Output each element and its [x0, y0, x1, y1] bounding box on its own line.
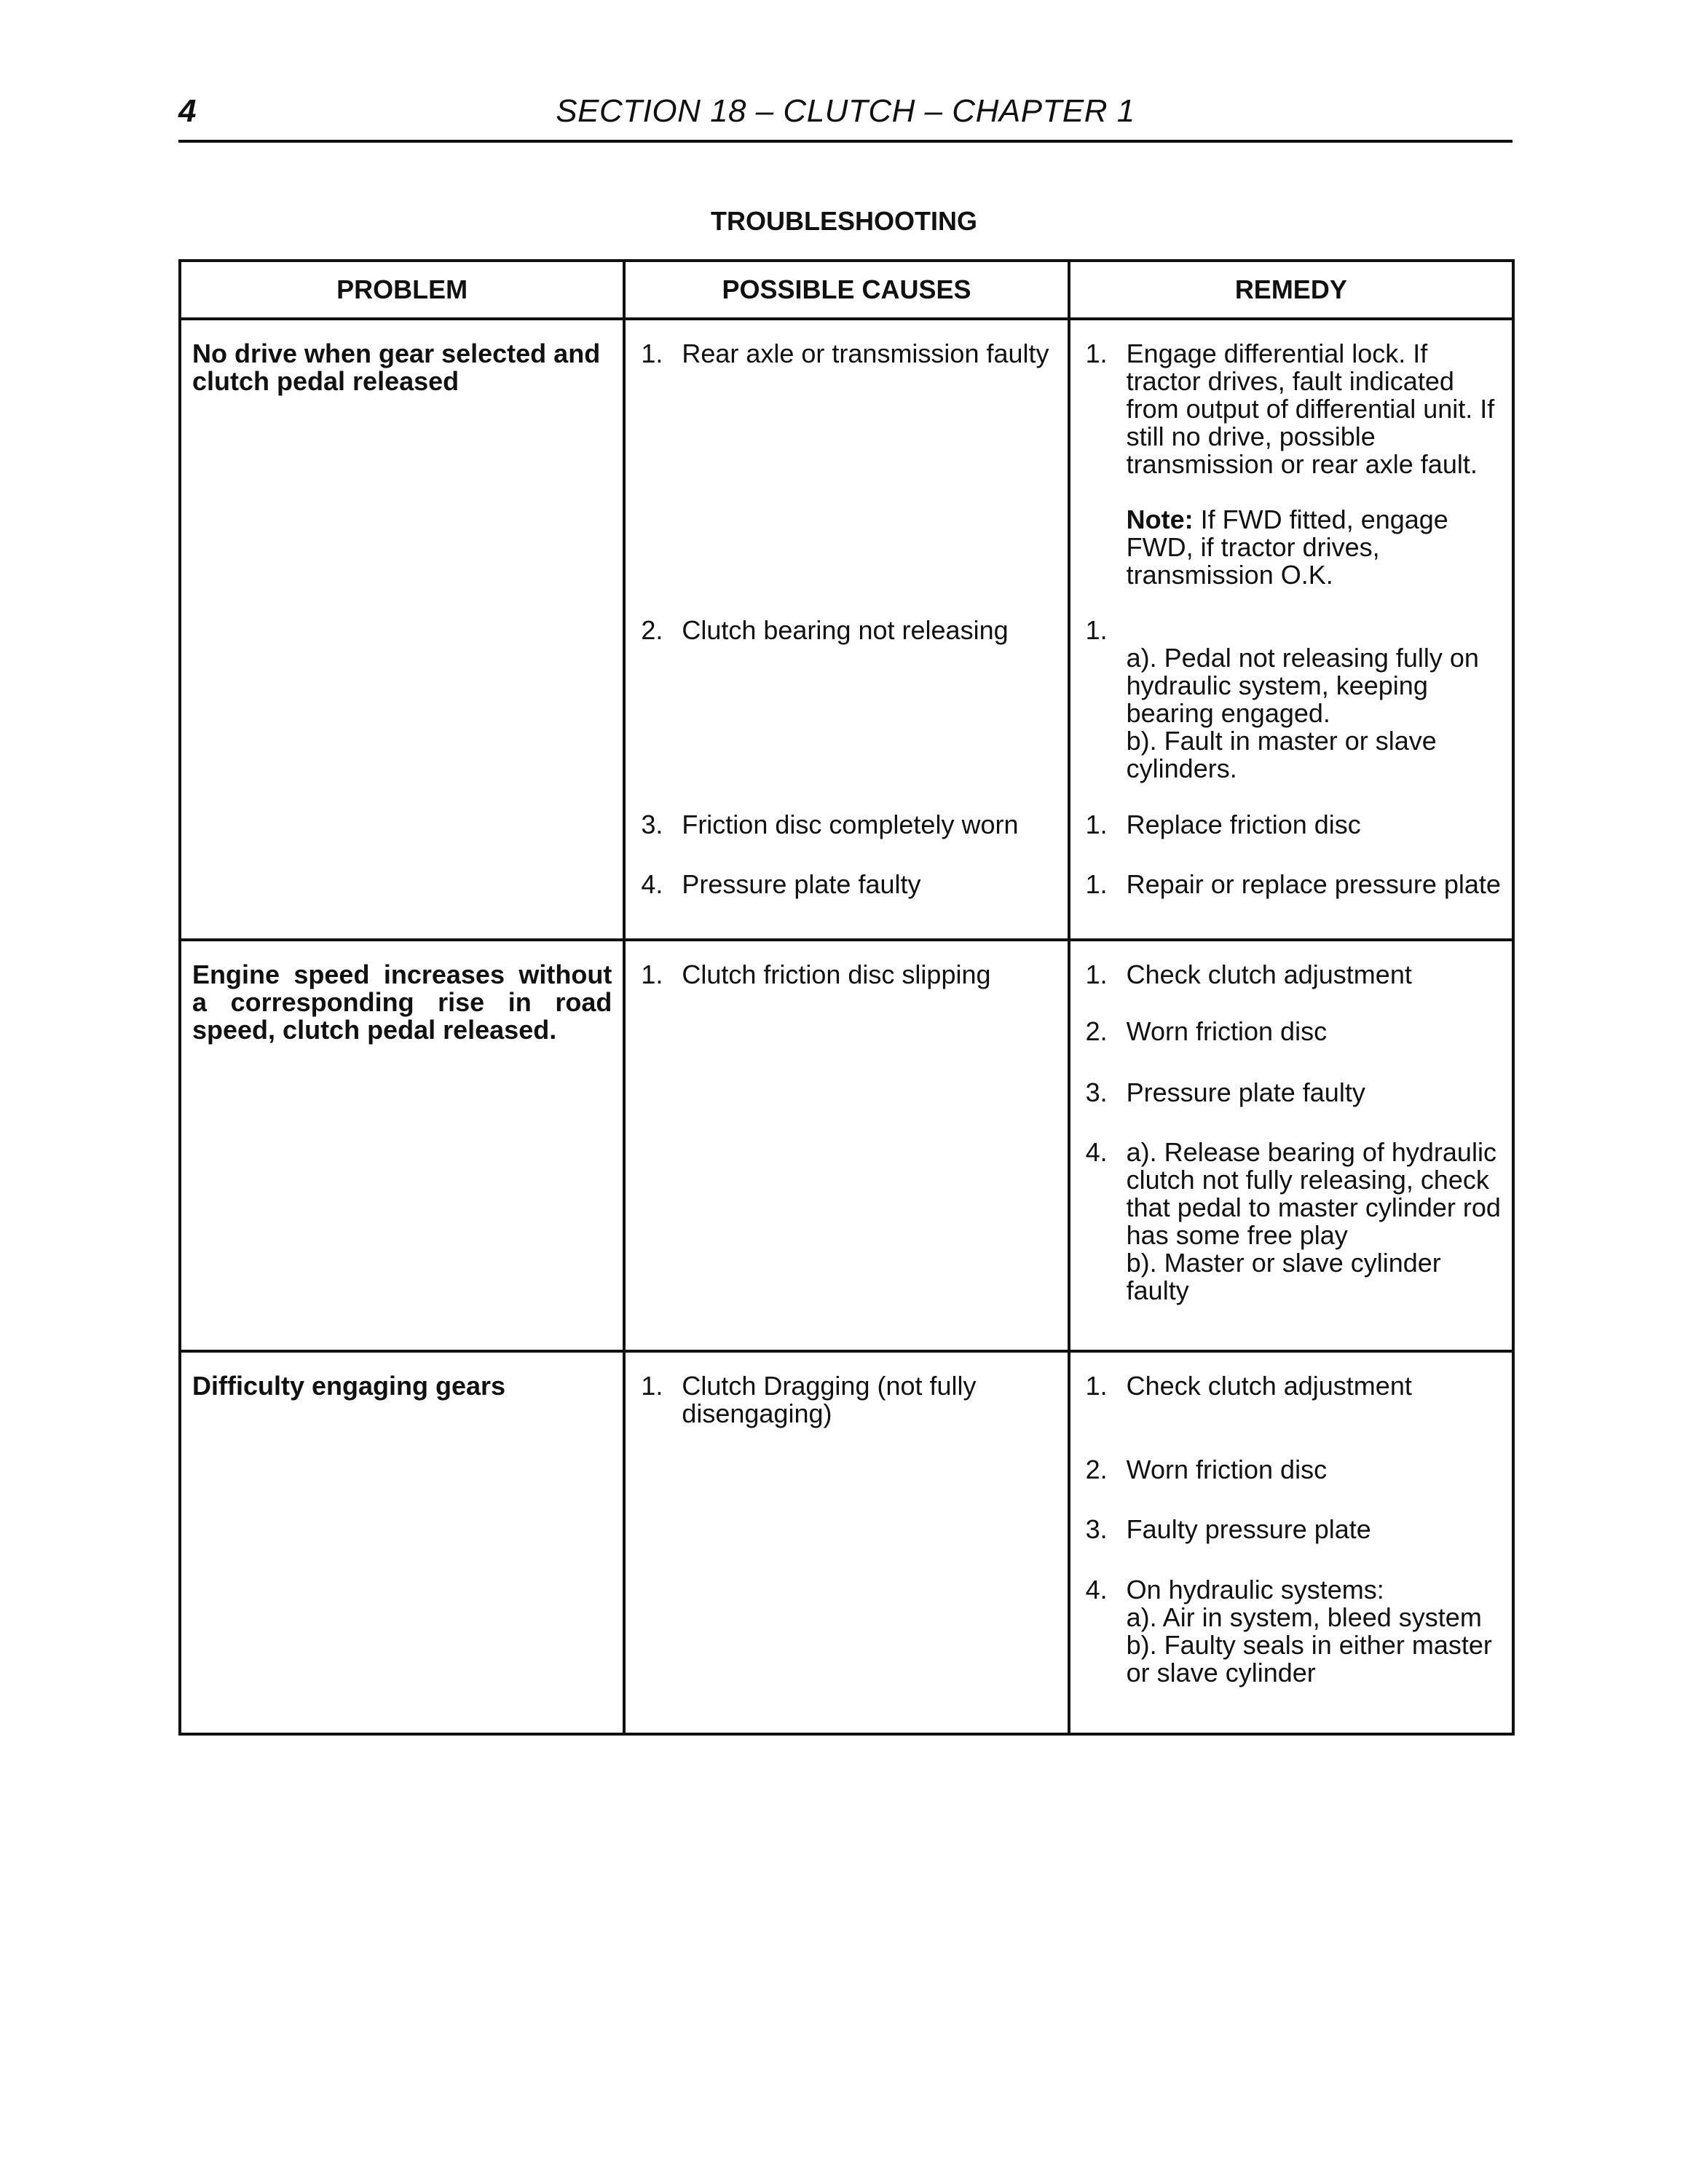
problem-text: No drive when gear selected and clutch pedal released	[192, 339, 601, 396]
remedy-text: Check clutch adjustment	[1126, 960, 1412, 989]
remedy-sub-a: a). Release bearing of hydraulic clutch not fully releasing, check that pedal to master cylinder rod has some free play	[1126, 1137, 1501, 1250]
remedy-item	[1086, 1018, 1501, 1079]
remedy-sub-a: a). Air in system, bleed system	[1126, 1602, 1482, 1632]
remedy-sub-b: b). Master or slave cylinder faulty	[1126, 1248, 1441, 1305]
cause-item	[641, 961, 1056, 989]
remedy-number: 1.	[1085, 869, 1108, 899]
cause-item	[641, 871, 1056, 898]
remedy-cell	[1069, 940, 1513, 1351]
cause-text: Pressure plate faulty	[682, 869, 921, 899]
page-header	[178, 93, 1513, 143]
remedy-number: 3.	[1085, 1077, 1108, 1107]
problem-cell	[180, 940, 624, 1351]
remedy-note	[1127, 506, 1501, 589]
cause-number: 1.	[641, 339, 663, 368]
cause-number: 4.	[641, 869, 663, 899]
remedy-item	[1086, 961, 1501, 1018]
remedy-number: 1.	[1085, 810, 1108, 839]
causes-cell	[624, 1351, 1068, 1734]
causes-cell	[624, 319, 1068, 940]
cause-item	[641, 617, 1056, 811]
remedy-item	[1086, 1139, 1501, 1305]
remedy-item	[1086, 340, 1501, 617]
remedy-sub-b: b). Faulty seals in either master or slave cylinder	[1126, 1630, 1492, 1688]
table-row	[180, 1351, 1513, 1734]
remedy-text: Pressure plate faulty	[1126, 1077, 1365, 1107]
remedy-text: Repair or replace pressure plate	[1126, 869, 1501, 899]
remedy-item	[1086, 1516, 1501, 1576]
cause-text: Clutch friction disc slipping	[682, 960, 991, 989]
cause-item	[641, 1372, 1056, 1428]
remedy-item	[1086, 1576, 1501, 1687]
remedy-number: 2.	[1085, 1016, 1108, 1046]
cause-item	[641, 340, 1056, 617]
remedy-text: Check clutch adjustment	[1126, 1371, 1412, 1401]
cause-text: Clutch Dragging (not fully disengaging)	[682, 1371, 977, 1428]
remedy-cell	[1069, 319, 1513, 940]
remedy-number: 1.	[1085, 1371, 1108, 1401]
causes-cell	[624, 940, 1068, 1351]
remedy-text: Faulty pressure plate	[1126, 1514, 1371, 1544]
table-header-row	[180, 261, 1513, 319]
remedy-number: 4.	[1085, 1137, 1108, 1167]
column-header-remedy: REMEDY	[1069, 261, 1513, 319]
remedy-sub-a: a). Pedal not releasing fully on hydraulic system, keeping bearing engaged.	[1126, 643, 1479, 728]
remedy-cell	[1069, 1351, 1513, 1734]
remedy-item	[1086, 1456, 1501, 1516]
cause-number: 1.	[641, 960, 663, 989]
remedy-item	[1086, 871, 1501, 898]
problem-text: Difficulty engaging gears	[192, 1371, 506, 1401]
column-header-possible-causes: POSSIBLE CAUSES	[624, 261, 1068, 319]
cause-number: 2.	[641, 615, 663, 645]
remedy-item	[1086, 1372, 1501, 1456]
remedy-number: 1.	[1085, 339, 1108, 368]
cause-text: Rear axle or transmission faulty	[682, 339, 1049, 368]
table-row	[180, 940, 1513, 1351]
remedy-item	[1086, 1079, 1501, 1139]
problem-cell	[180, 319, 624, 940]
remedy-item	[1086, 811, 1501, 871]
remedy-number: 1.	[1085, 960, 1108, 989]
cause-number: 3.	[641, 810, 663, 839]
note-text: If FWD fitted, engage FWD, if tractor drives, transmission O.K.	[1126, 505, 1448, 590]
cause-number: 1.	[641, 1371, 663, 1401]
remedy-number: 4.	[1085, 1575, 1108, 1605]
table-row	[180, 319, 1513, 940]
problem-text: Engine speed increases without a corresponding rise in road speed, clutch pedal released.	[192, 960, 612, 1045]
page-title: TROUBLESHOOTING	[711, 206, 977, 236]
remedy-number: 3.	[1085, 1514, 1108, 1544]
remedy-item	[1086, 617, 1501, 811]
column-header-problem: PROBLEM	[180, 261, 624, 319]
page-number: 4	[178, 93, 197, 129]
remedy-text: Replace friction disc	[1126, 810, 1361, 839]
remedy-number: 2.	[1085, 1455, 1108, 1484]
section-title: SECTION 18 – CLUTCH – CHAPTER 1	[556, 93, 1135, 129]
note-label: Note:	[1126, 505, 1194, 534]
problem-cell	[180, 1351, 624, 1734]
troubleshooting-table	[178, 259, 1515, 1736]
cause-item	[641, 811, 1056, 871]
remedy-text: On hydraulic systems:	[1126, 1575, 1384, 1605]
remedy-text: Worn friction disc	[1126, 1016, 1328, 1046]
cause-text: Clutch bearing not releasing	[682, 615, 1009, 645]
remedy-number: 1.	[1085, 615, 1108, 645]
remedy-sub-b: b). Fault in master or slave cylinders.	[1126, 726, 1437, 783]
remedy-text: Engage differential lock. If tractor drives, fault indicated from output of differential unit. If still no drive, possible transmission or rear axle fault.	[1126, 339, 1495, 479]
remedy-text: Worn friction disc	[1126, 1455, 1328, 1484]
cause-text: Friction disc completely worn	[682, 810, 1019, 839]
